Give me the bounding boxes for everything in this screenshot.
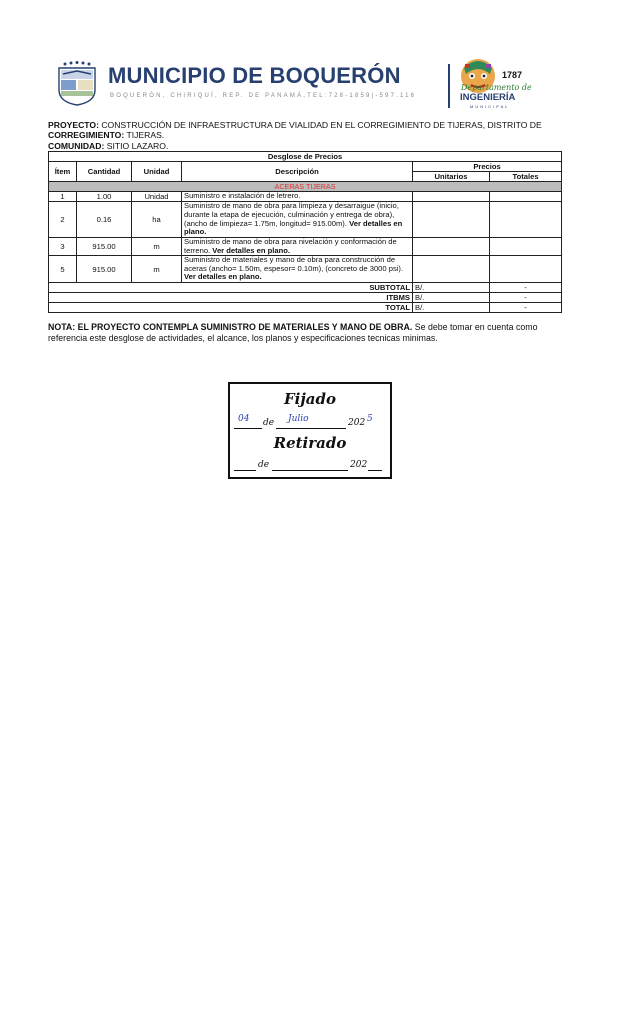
total-label: TOTAL [49,303,413,313]
row-item: 5 [49,256,77,283]
row-cantidad: 915.00 [77,238,132,256]
table-row [49,256,562,283]
project-text: CONSTRUCCIÓN DE INFRAESTRUCTURA DE VIALIDAD EN EL CORREGIMIENTO DE TIJERAS, DISTRITO DE [101,120,542,130]
municipality-title: MUNICIPIO DE BOQUERÓN [108,63,401,88]
project-line [48,120,542,130]
dept-script: Departamento de [461,83,532,92]
row-desc [182,238,413,256]
row-unit-price [413,192,490,202]
section-label: ACERAS TIJERAS [49,182,562,192]
stamp-de: de [263,418,275,428]
price-breakdown-table [48,151,562,313]
row-cantidad: 915.00 [77,256,132,283]
row-unidad: ha [132,202,182,238]
stamp-de2: de [258,460,270,470]
header-cantidad: Cantidad [77,162,132,182]
header-item: Ítem [49,162,77,182]
note-bold: NOTA: EL PROYECTO CONTEMPLA SUMINISTRO DE MATERIALES Y MANO DE OBRA. [48,322,413,332]
subtotal-row [49,283,562,293]
row-total-price [490,202,562,238]
table-row [49,202,562,238]
project-note [48,322,568,344]
row-unidad: m [132,256,182,283]
itbms-row [49,293,562,303]
row-total-price [490,192,562,202]
stamp-year-prefix2: 202 [350,460,368,470]
comunidad-line [48,141,168,151]
row-desc-text: Suministro de mano de obra para limpieza y desarraigue (inicio, durante la etapa de ejecución, culminación y entrega de obra), (ancho de limpieza= 1.75m, longitud= 915.00m). [184,201,399,228]
header-divider [448,64,450,108]
row-unidad: m [132,238,182,256]
row-total-price [490,238,562,256]
section-row [49,182,562,192]
row-desc-bold: Ver detalles en plano. [184,272,262,282]
dept-sub: MUNICIPAL [470,104,510,109]
corregimiento-line [48,130,164,140]
itbms-label: ITBMS [49,293,413,303]
fijado-retirado-stamp [228,382,392,479]
header-unitarios: Unitarios [413,172,490,182]
corregimiento-value: TIJERAS. [126,130,165,140]
stamp-month: Julio [288,414,309,424]
table-row [49,238,562,256]
comunidad-value: SITIO LAZARO. [106,141,169,151]
header-precios: Precios [413,162,562,172]
row-cantidad: 0.16 [77,202,132,238]
header-unidad: Unidad [132,162,182,182]
row-desc: Suministro e instalación de letrero. [182,192,413,202]
stamp-retirado: Retirado [273,434,347,452]
row-total-price [490,256,562,283]
municipality-contact: BOQUERÓN, CHIRIQUÍ, REP. DE PANAMÁ,TEL:728-1859|-597.116 [110,93,417,99]
stamp-year-prefix: 202 [348,418,366,428]
row-unit-price [413,256,490,283]
corregimiento-label: CORREGIMIENTO: [48,130,125,140]
row-unit-price [413,202,490,238]
header-descripcion: Descripción [182,162,413,182]
row-item: 1 [49,192,77,202]
dept-name: INGENIERÍA [460,92,516,103]
note-text: Se debe tomar en cuenta como referencia este desglose de actividades, el alcance, los planos y especificaciones tecnicas minimas. [48,322,538,343]
row-desc [182,202,413,238]
itbms-value: - [490,293,562,303]
table-title: Desglose de Precios [49,152,562,162]
subtotal-label: SUBTOTAL [49,283,413,293]
total-currency: B/. [413,303,490,313]
total-value: - [490,303,562,313]
stamp-year-digit: 5 [367,414,373,424]
stamp-day: 04 [238,414,250,424]
table-row [49,192,562,202]
row-unit-price [413,238,490,256]
dept-year: 1787 [502,70,523,80]
row-desc-text: Suministro de mano de obra para nivelación y conformación de terreno. [184,237,397,255]
itbms-currency: B/. [413,293,490,303]
row-desc [182,256,413,283]
header-totales: Totales [490,172,562,182]
row-unidad: Unidad [132,192,182,202]
row-item: 3 [49,238,77,256]
project-label: PROYECTO: [48,120,99,130]
subtotal-currency: B/. [413,283,490,293]
engineering-department-logo [456,56,536,112]
row-cantidad: 1.00 [77,192,132,202]
row-desc-bold: Ver detalles en plano. [184,218,403,237]
municipality-crest-logo [55,60,99,106]
total-row [49,303,562,313]
comunidad-label: COMUNIDAD: [48,141,105,151]
stamp-fijado: Fijado [284,390,336,408]
row-item: 2 [49,202,77,238]
row-desc-bold: Ver detalles en plano. [212,245,290,255]
subtotal-value: - [490,283,562,293]
row-desc-text: Suministro de materiales y mano de obra para construcción de aceras (ancho= 1.50m, espesor= 0.10m), (concreto de 3000 psi). [184,255,404,273]
